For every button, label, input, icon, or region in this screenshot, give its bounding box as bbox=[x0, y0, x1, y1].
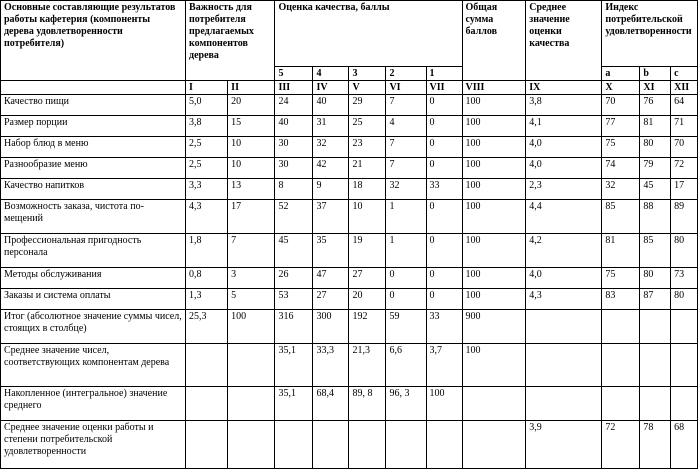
cell-grade-2: 7 bbox=[386, 95, 426, 116]
header-total-score: Общая сумма баллов bbox=[462, 1, 526, 81]
cell-importance-score: 2,5 bbox=[186, 158, 228, 179]
roman-xii: XII bbox=[671, 81, 698, 95]
header-satisfaction-index: Индекс потребительской удовлетворенности bbox=[602, 1, 698, 67]
cell-grade-1: 0 bbox=[426, 158, 462, 179]
roman-iii: III bbox=[275, 81, 313, 95]
roman-ii: II bbox=[228, 81, 275, 95]
cell-mean-quality: 4,3 bbox=[526, 289, 602, 310]
cell-grade-3: 20 bbox=[349, 289, 386, 310]
cell-total-score bbox=[462, 387, 526, 421]
table-row bbox=[1, 137, 698, 158]
cell-index-a bbox=[602, 387, 640, 421]
cell-grade-3: 19 bbox=[349, 234, 386, 268]
roman-numeral-row bbox=[1, 81, 698, 95]
cell-grade-5 bbox=[275, 421, 313, 469]
cell-grade-1: 0 bbox=[426, 268, 462, 289]
cell-mean-quality: 4,0 bbox=[526, 158, 602, 179]
cell-index-c: 72 bbox=[671, 158, 698, 179]
cell-total-score: 100 bbox=[462, 116, 526, 137]
cell-grade-5: 40 bbox=[275, 116, 313, 137]
header-mean-quality: Среднее значение оценки качества bbox=[526, 1, 602, 81]
cell-mean-quality bbox=[526, 387, 602, 421]
cell-index-c: 70 bbox=[671, 137, 698, 158]
cell-index-b: 87 bbox=[640, 289, 671, 310]
roman-ix: IX bbox=[526, 81, 602, 95]
cell-grade-3: 89, 8 bbox=[349, 387, 386, 421]
cell-grade-5: 52 bbox=[275, 200, 313, 234]
table-row bbox=[1, 344, 698, 387]
cell-grade-1: 0 bbox=[426, 200, 462, 234]
cell-index-c: 71 bbox=[671, 116, 698, 137]
cell-grade-4: 68,4 bbox=[313, 387, 349, 421]
cell-index-b: 81 bbox=[640, 116, 671, 137]
cell-label: Размер порции bbox=[1, 116, 186, 137]
roman-x: X bbox=[602, 81, 640, 95]
cell-total-score: 100 bbox=[462, 268, 526, 289]
cell-mean-quality: 2,3 bbox=[526, 179, 602, 200]
cell-index-c: 89 bbox=[671, 200, 698, 234]
header-importance: Важность для потребителя предлагаемых компонентов дерева bbox=[186, 1, 275, 81]
cell-grade-5: 24 bbox=[275, 95, 313, 116]
cell-label: Итог (абсолютное значение суммы чисел, стоящих в столбце) bbox=[1, 310, 186, 344]
index-c: c bbox=[671, 67, 698, 81]
cell-grade-1: 100 bbox=[426, 387, 462, 421]
cell-grade-4 bbox=[313, 421, 349, 469]
cell-importance-percent: 20 bbox=[228, 95, 275, 116]
cell-grade-1: 33 bbox=[426, 310, 462, 344]
cell-importance-percent: 5 bbox=[228, 289, 275, 310]
cell-importance-score bbox=[186, 344, 228, 387]
cell-importance-score: 1,8 bbox=[186, 234, 228, 268]
cell-grade-2: 1 bbox=[386, 200, 426, 234]
cell-grade-5: 30 bbox=[275, 137, 313, 158]
cell-grade-3: 21,3 bbox=[349, 344, 386, 387]
cell-index-b: 78 bbox=[640, 421, 671, 469]
cell-index-a: 70 bbox=[602, 95, 640, 116]
cell-index-b bbox=[640, 310, 671, 344]
roman-iv: IV bbox=[313, 81, 349, 95]
grade-2: 2 bbox=[386, 67, 426, 81]
cell-mean-quality: 4,0 bbox=[526, 137, 602, 158]
index-b: b bbox=[640, 67, 671, 81]
table-row bbox=[1, 116, 698, 137]
roman-xi: XI bbox=[640, 81, 671, 95]
cell-label: Качество напитков bbox=[1, 179, 186, 200]
cell-grade-3: 27 bbox=[349, 268, 386, 289]
cell-label: Методы обслуживания bbox=[1, 268, 186, 289]
cell-index-b: 79 bbox=[640, 158, 671, 179]
cell-grade-5: 53 bbox=[275, 289, 313, 310]
cell-importance-score: 5,0 bbox=[186, 95, 228, 116]
cell-grade-2: 7 bbox=[386, 137, 426, 158]
cell-index-a: 32 bbox=[602, 179, 640, 200]
cell-index-c: 73 bbox=[671, 268, 698, 289]
cell-grade-4: 42 bbox=[313, 158, 349, 179]
table-row bbox=[1, 268, 698, 289]
cell-grade-2: 7 bbox=[386, 158, 426, 179]
cell-importance-score: 4,3 bbox=[186, 200, 228, 234]
cell-grade-5: 30 bbox=[275, 158, 313, 179]
cell-importance-percent: 10 bbox=[228, 158, 275, 179]
cell-grade-3: 10 bbox=[349, 200, 386, 234]
cell-grade-2: 1 bbox=[386, 234, 426, 268]
cell-grade-4: 32 bbox=[313, 137, 349, 158]
cell-label: Профессиональная пригодность персонала bbox=[1, 234, 186, 268]
cell-index-b: 80 bbox=[640, 137, 671, 158]
cell-grade-4: 27 bbox=[313, 289, 349, 310]
cell-grade-1: 0 bbox=[426, 137, 462, 158]
table-row bbox=[1, 387, 698, 421]
cell-grade-1: 0 bbox=[426, 234, 462, 268]
cell-index-b: 76 bbox=[640, 95, 671, 116]
grade-1: 1 bbox=[426, 67, 462, 81]
table-row bbox=[1, 289, 698, 310]
table-body bbox=[1, 95, 698, 469]
roman-blank-cell bbox=[1, 81, 186, 95]
cell-index-a bbox=[602, 344, 640, 387]
cell-importance-percent: 17 bbox=[228, 200, 275, 234]
grade-4: 4 bbox=[313, 67, 349, 81]
cell-importance-score: 2,5 bbox=[186, 137, 228, 158]
cell-total-score: 100 bbox=[462, 200, 526, 234]
cell-mean-quality bbox=[526, 344, 602, 387]
table-row bbox=[1, 95, 698, 116]
header-quality-score: Оценка качества, баллы bbox=[275, 1, 462, 67]
cell-total-score bbox=[462, 421, 526, 469]
cell-grade-1 bbox=[426, 421, 462, 469]
cell-total-score: 100 bbox=[462, 137, 526, 158]
cell-grade-4: 300 bbox=[313, 310, 349, 344]
cell-importance-score: 1,3 bbox=[186, 289, 228, 310]
cell-grade-3: 23 bbox=[349, 137, 386, 158]
cell-mean-quality: 4,1 bbox=[526, 116, 602, 137]
cell-index-b: 85 bbox=[640, 234, 671, 268]
table-row bbox=[1, 310, 698, 344]
cell-index-c: 17 bbox=[671, 179, 698, 200]
cell-grade-3: 192 bbox=[349, 310, 386, 344]
cell-grade-1: 0 bbox=[426, 95, 462, 116]
cell-grade-4: 35 bbox=[313, 234, 349, 268]
roman-v: V bbox=[349, 81, 386, 95]
cell-importance-score: 3,3 bbox=[186, 179, 228, 200]
cell-importance-percent: 100 bbox=[228, 310, 275, 344]
cell-index-a: 72 bbox=[602, 421, 640, 469]
cell-importance-score: 25,3 bbox=[186, 310, 228, 344]
cell-grade-3: 21 bbox=[349, 158, 386, 179]
cell-grade-1: 0 bbox=[426, 116, 462, 137]
cell-index-c: 68 bbox=[671, 421, 698, 469]
cell-grade-3: 29 bbox=[349, 95, 386, 116]
cell-total-score: 100 bbox=[462, 179, 526, 200]
header-components: Основные составляющие результатов работы кафетерия (компоненты дерева удовлетворенности потребителя) bbox=[1, 1, 186, 81]
cell-grade-2: 96, 3 bbox=[386, 387, 426, 421]
cell-grade-2: 6,6 bbox=[386, 344, 426, 387]
cell-index-a bbox=[602, 310, 640, 344]
cell-index-a: 74 bbox=[602, 158, 640, 179]
cell-index-c bbox=[671, 310, 698, 344]
cell-index-b bbox=[640, 344, 671, 387]
cell-mean-quality: 4,0 bbox=[526, 268, 602, 289]
grade-5: 5 bbox=[275, 67, 313, 81]
cell-label: Возможность заказа, чистота по-мещений bbox=[1, 200, 186, 234]
cell-label: Среднее значение оценки работы и степени потребительской удовлетворенности bbox=[1, 421, 186, 469]
cell-index-c: 64 bbox=[671, 95, 698, 116]
cell-importance-score: 3,8 bbox=[186, 116, 228, 137]
index-a: a bbox=[602, 67, 640, 81]
cell-index-c bbox=[671, 344, 698, 387]
cell-importance-score bbox=[186, 387, 228, 421]
cell-importance-percent bbox=[228, 344, 275, 387]
cell-index-c bbox=[671, 387, 698, 421]
cell-label: Набор блюд в меню bbox=[1, 137, 186, 158]
cell-importance-score: 0,8 bbox=[186, 268, 228, 289]
cell-grade-5: 45 bbox=[275, 234, 313, 268]
cell-grade-2: 0 bbox=[386, 289, 426, 310]
cell-grade-2: 4 bbox=[386, 116, 426, 137]
table-row bbox=[1, 179, 698, 200]
cell-grade-5: 26 bbox=[275, 268, 313, 289]
cell-total-score: 100 bbox=[462, 234, 526, 268]
cell-mean-quality: 4,2 bbox=[526, 234, 602, 268]
cell-grade-4: 31 bbox=[313, 116, 349, 137]
cell-grade-5: 316 bbox=[275, 310, 313, 344]
cell-importance-percent bbox=[228, 421, 275, 469]
cell-grade-5: 8 bbox=[275, 179, 313, 200]
cell-index-b: 45 bbox=[640, 179, 671, 200]
cell-grade-1: 33 bbox=[426, 179, 462, 200]
cell-grade-2 bbox=[386, 421, 426, 469]
cell-label: Разнообразие меню bbox=[1, 158, 186, 179]
grade-3: 3 bbox=[349, 67, 386, 81]
cell-importance-percent: 13 bbox=[228, 179, 275, 200]
cell-label: Накопленное (интегральное) значение среднего bbox=[1, 387, 186, 421]
cell-grade-4: 37 bbox=[313, 200, 349, 234]
cell-grade-4: 47 bbox=[313, 268, 349, 289]
cell-total-score: 100 bbox=[462, 289, 526, 310]
cell-index-a: 83 bbox=[602, 289, 640, 310]
roman-vi: VI bbox=[386, 81, 426, 95]
cell-grade-2: 32 bbox=[386, 179, 426, 200]
cell-importance-percent bbox=[228, 387, 275, 421]
table-row bbox=[1, 421, 698, 469]
cell-grade-2: 59 bbox=[386, 310, 426, 344]
cell-label: Среднее значение чисел, соответствующих компонентам дерева bbox=[1, 344, 186, 387]
roman-viii: VIII bbox=[462, 81, 526, 95]
cell-total-score: 900 bbox=[462, 310, 526, 344]
cell-index-a: 77 bbox=[602, 116, 640, 137]
table-row bbox=[1, 234, 698, 268]
cell-grade-5: 35,1 bbox=[275, 387, 313, 421]
cell-mean-quality: 3,8 bbox=[526, 95, 602, 116]
roman-i: I bbox=[186, 81, 228, 95]
cell-grade-3: 18 bbox=[349, 179, 386, 200]
cell-total-score: 100 bbox=[462, 95, 526, 116]
cell-grade-5: 35,1 bbox=[275, 344, 313, 387]
cell-grade-1: 3,7 bbox=[426, 344, 462, 387]
cell-total-score: 100 bbox=[462, 344, 526, 387]
cell-grade-1: 0 bbox=[426, 289, 462, 310]
cell-grade-4: 40 bbox=[313, 95, 349, 116]
cell-index-a: 75 bbox=[602, 268, 640, 289]
cell-index-c: 80 bbox=[671, 234, 698, 268]
cell-grade-3: 25 bbox=[349, 116, 386, 137]
roman-vii: VII bbox=[426, 81, 462, 95]
cell-index-b: 88 bbox=[640, 200, 671, 234]
cell-importance-percent: 15 bbox=[228, 116, 275, 137]
cell-importance-percent: 3 bbox=[228, 268, 275, 289]
cell-importance-percent: 10 bbox=[228, 137, 275, 158]
cell-index-b bbox=[640, 387, 671, 421]
cell-index-b: 80 bbox=[640, 268, 671, 289]
cell-importance-score bbox=[186, 421, 228, 469]
cell-grade-2: 0 bbox=[386, 268, 426, 289]
cell-grade-4: 9 bbox=[313, 179, 349, 200]
cell-grade-3 bbox=[349, 421, 386, 469]
cell-mean-quality bbox=[526, 310, 602, 344]
cell-index-a: 85 bbox=[602, 200, 640, 234]
cell-importance-percent: 7 bbox=[228, 234, 275, 268]
table-row bbox=[1, 158, 698, 179]
cell-mean-quality: 3,9 bbox=[526, 421, 602, 469]
cell-index-c: 80 bbox=[671, 289, 698, 310]
table-row bbox=[1, 200, 698, 234]
cell-label: Заказы и система оплаты bbox=[1, 289, 186, 310]
cell-index-a: 75 bbox=[602, 137, 640, 158]
cell-total-score: 100 bbox=[462, 158, 526, 179]
cell-mean-quality: 4,4 bbox=[526, 200, 602, 234]
header-row bbox=[1, 1, 698, 67]
cell-label: Качество пищи bbox=[1, 95, 186, 116]
cell-index-a: 81 bbox=[602, 234, 640, 268]
cell-grade-4: 33,3 bbox=[313, 344, 349, 387]
